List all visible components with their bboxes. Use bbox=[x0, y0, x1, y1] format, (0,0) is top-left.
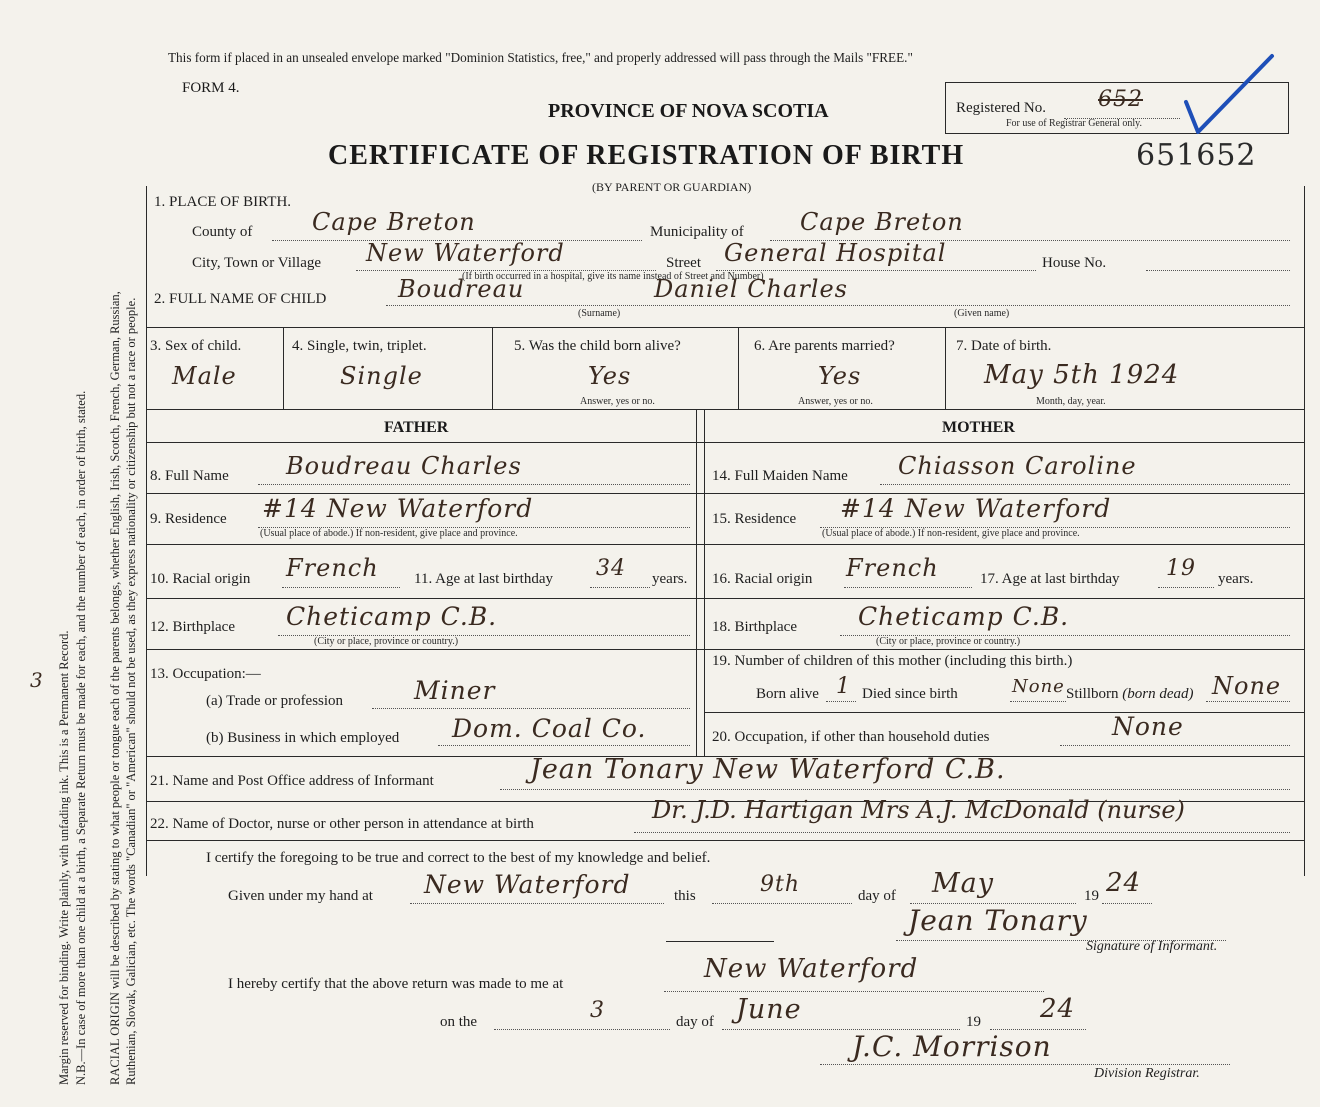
rule-parents-divider bbox=[696, 409, 697, 756]
margin-note-line-4: Ruthenian, Slovak, Galician, etc. The words "Canadian" or "American" should not be used, as they express nationality or citizenship but not a race or people. bbox=[124, 297, 138, 1085]
child-surname-value: Boudreau bbox=[398, 275, 525, 303]
rule-col-3 bbox=[738, 327, 739, 409]
street-line bbox=[716, 270, 1036, 271]
registered-on-label: on the bbox=[440, 1014, 478, 1030]
rule-residence bbox=[146, 544, 1305, 545]
registered-year-value: 24 bbox=[1040, 994, 1076, 1024]
rule-mother-children bbox=[704, 712, 1305, 713]
mother-birthplace-value: Cheticamp C.B. bbox=[858, 602, 1070, 631]
died-since-birth-value: None bbox=[1012, 676, 1065, 697]
city-value: New Waterford bbox=[366, 239, 565, 267]
born-alive-count-line bbox=[826, 701, 856, 702]
father-name-line bbox=[258, 484, 690, 485]
certificate-subtitle: (BY PARENT OR GUARDIAN) bbox=[592, 180, 752, 194]
mother-age-line bbox=[1158, 587, 1214, 588]
city-label: City, Town or Village bbox=[192, 255, 322, 271]
given-place-line bbox=[410, 903, 664, 904]
born-alive-value: Yes bbox=[588, 362, 632, 390]
mother-racial-value: French bbox=[846, 554, 939, 582]
rule-parents-top bbox=[146, 409, 1305, 410]
sex-value: Male bbox=[172, 362, 237, 390]
given-year-line bbox=[1102, 903, 1152, 904]
rule-racial bbox=[146, 598, 1305, 599]
margin-note-line-1: Margin reserved for binding. Write plainly, with unfading ink. This is a Permanent Record. bbox=[57, 630, 71, 1085]
registered-number-label: Registered No. bbox=[956, 100, 1046, 116]
father-years-label: years. bbox=[652, 571, 688, 587]
rule-child-top bbox=[146, 327, 1305, 328]
father-occupation-label: 13. Occupation:— bbox=[150, 666, 261, 682]
stillborn-label-text: Stillborn bbox=[1066, 686, 1119, 702]
plurality-label: 4. Single, twin, triplet. bbox=[292, 338, 427, 354]
informant-line bbox=[500, 789, 1290, 790]
stillborn-line bbox=[1206, 701, 1290, 702]
street-label: Street bbox=[666, 255, 701, 271]
street-value: General Hospital bbox=[724, 239, 947, 267]
check-mark-icon bbox=[1180, 50, 1280, 140]
father-racial-label: 10. Racial origin bbox=[150, 571, 251, 587]
informant-signature-caption: Signature of Informant. bbox=[1086, 939, 1218, 954]
stillborn-label bbox=[1066, 686, 1194, 703]
given-place-value: New Waterford bbox=[424, 870, 631, 899]
mother-racial-label: 16. Racial origin bbox=[712, 571, 813, 587]
father-birthplace-caption: (City or place, province or country.) bbox=[314, 636, 459, 647]
died-since-birth-line bbox=[1010, 701, 1066, 702]
mother-age-value: 19 bbox=[1166, 556, 1196, 581]
father-residence-value: #14 New Waterford bbox=[262, 494, 534, 523]
rule-birthplace bbox=[146, 649, 1305, 650]
father-business-label: (b) Business in which employed bbox=[206, 730, 400, 746]
attendant-line bbox=[634, 832, 1290, 833]
father-business-line bbox=[438, 745, 690, 746]
given-year-value: 24 bbox=[1106, 868, 1142, 898]
parents-married-caption: Answer, yes or no. bbox=[798, 396, 873, 407]
father-business-value: Dom. Coal Co. bbox=[452, 714, 647, 743]
mother-name-value: Chiasson Caroline bbox=[898, 452, 1137, 480]
born-alive-label: 5. Was the child born alive? bbox=[514, 338, 681, 354]
form-right-border bbox=[1304, 186, 1305, 876]
father-residence-caption: (Usual place of abode.) If non-resident, give place and province. bbox=[260, 528, 518, 539]
rule-col-1 bbox=[283, 327, 284, 409]
mother-residence-caption: (Usual place of abode.) If non-resident, give place and province. bbox=[822, 528, 1080, 539]
given-this-label: this bbox=[674, 888, 696, 904]
margin-note-line-3: RACIAL ORIGIN will be described by stating to what people or tongue each of the parents belongs, whether English, Irish, Scotch, French, German, Russian, bbox=[108, 291, 122, 1085]
mother-years-label: years. bbox=[1218, 571, 1254, 587]
registrar-use-note: For use of Registrar General only. bbox=[1006, 118, 1142, 129]
father-age-line bbox=[590, 587, 650, 588]
registered-day-value: 3 bbox=[590, 998, 605, 1023]
registered-month-value: June bbox=[736, 994, 802, 1025]
father-name-label: 8. Full Name bbox=[150, 468, 229, 484]
county-label: County of bbox=[192, 224, 253, 240]
father-racial-value: French bbox=[286, 554, 379, 582]
margin-pen-mark: 3 bbox=[30, 668, 44, 692]
registrar-statement: I hereby certify that the above return was made to me at bbox=[228, 976, 564, 992]
given-month-value: May bbox=[932, 868, 994, 899]
province-heading: PROVINCE OF NOVA SCOTIA bbox=[548, 100, 829, 122]
certificate-title: CERTIFICATE OF REGISTRATION OF BIRTH bbox=[328, 140, 965, 171]
given-day-of-label: day of bbox=[858, 888, 896, 904]
informant-label: 21. Name and Post Office address of Informant bbox=[150, 773, 434, 789]
registrar-signature-line bbox=[820, 1064, 1230, 1065]
father-age-value: 34 bbox=[596, 556, 626, 581]
registered-number-value: 652 bbox=[1098, 87, 1143, 112]
mother-occupation-label: 20. Occupation, if other than household duties bbox=[712, 729, 990, 745]
mother-heading: MOTHER bbox=[942, 419, 1015, 436]
given-name-caption: (Given name) bbox=[954, 308, 1010, 319]
father-racial-line bbox=[282, 587, 400, 588]
stillborn-value: None bbox=[1212, 672, 1282, 700]
place-of-birth-label: 1. PLACE OF BIRTH. bbox=[154, 194, 292, 210]
certification-separator bbox=[666, 941, 774, 942]
sex-label: 3. Sex of child. bbox=[150, 338, 242, 354]
parents-married-value: Yes bbox=[818, 362, 862, 390]
house-number-line bbox=[1146, 270, 1290, 271]
child-given-name-value: Daniel Charles bbox=[654, 275, 848, 303]
rule-attendant bbox=[146, 840, 1305, 841]
father-heading: FATHER bbox=[384, 419, 449, 436]
rule-parents-divider-inner bbox=[704, 409, 705, 756]
mother-children-label: 19. Number of children of this mother (including this birth.) bbox=[712, 653, 1073, 669]
registrar-caption: Division Registrar. bbox=[1094, 1066, 1200, 1081]
municipality-value: Cape Breton bbox=[800, 208, 964, 236]
father-birthplace-value: Cheticamp C.B. bbox=[286, 602, 498, 631]
mother-name-line bbox=[880, 484, 1290, 485]
stamp-number: 651652 bbox=[1136, 138, 1257, 173]
given-under-label: Given under my hand at bbox=[228, 888, 373, 904]
mother-birthplace-label: 18. Birthplace bbox=[712, 619, 797, 635]
mother-racial-line bbox=[844, 587, 972, 588]
dob-caption: Month, day, year. bbox=[1036, 396, 1106, 407]
father-trade-label: (a) Trade or profession bbox=[206, 693, 344, 709]
born-alive-count-label: Born alive bbox=[756, 686, 819, 702]
margin-note-line-2: N.B.—In case of more than one child at a birth, a Separate Return must be made for each, and the number of each, in order of birth, stated. bbox=[74, 390, 88, 1085]
attendant-label: Dr. J.D. Hartigan Mrs A.J. McDonald (nurse) bbox=[652, 796, 1185, 824]
child-name-line bbox=[386, 305, 1290, 306]
parents-married-label: 6. Are parents married? bbox=[754, 338, 895, 354]
father-age-label: 11. Age at last birthday bbox=[414, 571, 553, 587]
informant-value: Jean Tonary New Waterford C.B. bbox=[530, 754, 1006, 785]
registered-day-of-label: day of bbox=[676, 1014, 714, 1030]
informant-signature: Jean Tonary bbox=[908, 904, 1088, 937]
mail-notice: This form if placed in an unsealed envelope marked "Dominion Statistics, free," and properly addressed will pass through the Mails "FREE." bbox=[168, 50, 913, 65]
father-birthplace-label: 12. Birthplace bbox=[150, 619, 235, 635]
county-value: Cape Breton bbox=[312, 208, 476, 236]
rule-parents-heading bbox=[146, 442, 1305, 443]
born-alive-caption: Answer, yes or no. bbox=[580, 396, 655, 407]
father-name-value: Boudreau Charles bbox=[286, 452, 522, 480]
child-name-label: 2. FULL NAME OF CHILD bbox=[154, 291, 327, 307]
mother-name-label: 14. Full Maiden Name bbox=[712, 468, 848, 484]
mother-residence-value: #14 New Waterford bbox=[840, 494, 1112, 523]
form-left-border bbox=[146, 186, 147, 876]
father-trade-value: Miner bbox=[414, 676, 496, 705]
died-since-birth-label: Died since birth bbox=[862, 686, 958, 702]
registrar-place-value: New Waterford bbox=[704, 954, 919, 984]
given-day-line bbox=[712, 903, 852, 904]
given-day-value: 9th bbox=[760, 872, 801, 897]
dob-label: 7. Date of birth. bbox=[956, 338, 1052, 354]
dob-value: May 5th 1924 bbox=[984, 360, 1180, 390]
registrar-signature: J.C. Morrison bbox=[852, 1030, 1052, 1063]
father-trade-line bbox=[372, 708, 690, 709]
mother-age-label: 17. Age at last birthday bbox=[980, 571, 1120, 587]
house-number-label: House No. bbox=[1042, 255, 1107, 271]
born-alive-count-value: 1 bbox=[836, 674, 851, 699]
given-year-prefix: 19 bbox=[1084, 888, 1099, 904]
hospital-note: (If birth occurred in a hospital, give its name instead of Street and Number) bbox=[462, 271, 764, 282]
registered-year-prefix: 19 bbox=[966, 1014, 981, 1030]
surname-caption: (Surname) bbox=[578, 308, 621, 319]
stillborn-note: (born dead) bbox=[1122, 686, 1194, 702]
mother-occupation-line bbox=[1060, 745, 1290, 746]
mother-residence-label: 15. Residence bbox=[712, 511, 797, 527]
certification-statement: I certify the foregoing to be true and correct to the best of my knowledge and belief. bbox=[206, 850, 711, 866]
registrar-place-line bbox=[664, 991, 1044, 992]
rule-col-4 bbox=[945, 327, 946, 409]
plurality-value: Single bbox=[340, 362, 423, 390]
municipality-label: Municipality of bbox=[650, 224, 744, 240]
attendant-field-label: 22. Name of Doctor, nurse or other person in attendance at birth bbox=[150, 816, 534, 832]
mother-occupation-value: None bbox=[1112, 712, 1184, 741]
registered-day-line bbox=[494, 1029, 670, 1030]
form-number: FORM 4. bbox=[182, 80, 240, 96]
father-residence-label: 9. Residence bbox=[150, 511, 227, 527]
mother-birthplace-caption: (City or place, province or country.) bbox=[876, 636, 1021, 647]
rule-col-2 bbox=[492, 327, 493, 409]
